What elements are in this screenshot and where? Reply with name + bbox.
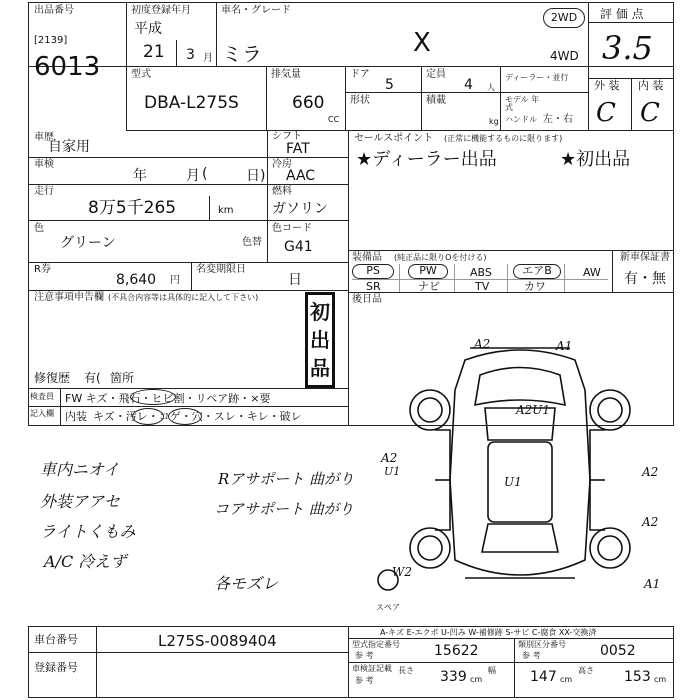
model-grade-label: 車名・グレード xyxy=(221,5,291,16)
equip-aw: AW xyxy=(583,266,601,279)
sales-note: (正常に機能するものに限ります) xyxy=(444,134,563,143)
inspection-day: 日) xyxy=(246,168,266,184)
use-value: 自家用 xyxy=(48,139,90,155)
use-label: 車歴 xyxy=(34,132,54,143)
damage-mark: A2 xyxy=(642,465,659,479)
warranty-label: 新車保証書 xyxy=(620,252,670,263)
damage-mark: A1 xyxy=(556,339,573,353)
model-code: DBA-L275S xyxy=(144,93,239,113)
damage-legend: A-キズ E-エクボ U-凹み W-補修跡 S-サビ C-腐食 XX-交換済 xyxy=(380,628,597,637)
equip-tv: TV xyxy=(475,280,490,293)
shift: FAT xyxy=(286,141,310,157)
length: 339 xyxy=(440,669,467,685)
color-label: 色 xyxy=(34,223,44,234)
remark: A/C 冷えず xyxy=(44,552,127,571)
remark: コアサポート 曲がり xyxy=(214,500,354,518)
recycle: 8,640 xyxy=(116,272,157,288)
damage-mark: A2 xyxy=(381,451,398,465)
remark: ライトくもみ xyxy=(40,522,136,541)
remark: 車内ニオイ xyxy=(40,460,120,479)
recycle-label: R券 xyxy=(34,264,51,275)
remark: 各モズレ xyxy=(214,574,279,593)
type-no-label: 型式指定番号 xyxy=(352,640,400,649)
color: グリーン xyxy=(60,235,116,251)
ac: AAC xyxy=(286,168,316,184)
equip-leather: カワ xyxy=(524,280,546,293)
displacement-label: 排気量 xyxy=(271,69,301,80)
fuel-label: 燃料 xyxy=(272,186,292,197)
inspector-label-2: 記入欄 xyxy=(30,409,54,418)
sales-point-1: ★ディーラー出品 xyxy=(356,149,497,170)
width-unit: cm xyxy=(560,675,573,684)
drive-4wd: 4WD xyxy=(550,49,579,63)
title-deadline-day: 日 xyxy=(288,272,302,288)
height: 153 xyxy=(624,669,651,685)
repair-value: 有( xyxy=(84,371,101,385)
exterior-label: 外 装 xyxy=(594,79,620,92)
inspection-label: 車検 xyxy=(34,159,54,170)
equipment-label: 装備品 xyxy=(352,252,382,263)
capacity: 4 xyxy=(464,77,473,93)
grade: X xyxy=(413,28,431,58)
exterior-check-line: FW キズ・飛石・ヒビ割・リペア跡・×要 xyxy=(65,392,271,405)
model-year-label: モデル 年式 xyxy=(505,95,540,112)
stamp-text: 初出品 xyxy=(310,300,330,380)
chassis-number: L275S-0089404 xyxy=(158,632,277,650)
interior-check-label: 内装 xyxy=(65,410,87,423)
interior-label: 内 装 xyxy=(638,79,664,92)
inspection-year: 年 xyxy=(133,168,147,184)
damage-mark: W2 xyxy=(392,565,412,579)
mileage-label: 走行 xyxy=(34,186,54,197)
interior-grade: C xyxy=(640,98,660,128)
capacity-unit: 人 xyxy=(487,83,495,92)
handle: 左・右 xyxy=(543,114,573,125)
inspector-label-1: 検査員 xyxy=(30,392,54,401)
damage-mark: A1 xyxy=(644,577,661,591)
remark: Rアサポート 曲がり xyxy=(218,470,355,488)
damage-mark: A2 xyxy=(474,337,491,351)
post-label: 後日品 xyxy=(352,294,382,305)
color-code-label: 色コード xyxy=(272,223,312,234)
damage-mark: A2U1 xyxy=(516,403,551,417)
type-label: 型式 xyxy=(131,69,151,80)
displacement: 660 xyxy=(292,93,325,113)
warranty: 有・無 xyxy=(624,271,666,287)
width-label: 幅 xyxy=(488,666,496,675)
equip-abs: ABS xyxy=(470,266,492,279)
sales-point-2: ★初出品 xyxy=(560,149,631,170)
length-unit: cm xyxy=(470,675,483,684)
equip-ps: PS xyxy=(352,264,394,279)
damage-mark: A2 xyxy=(642,515,659,529)
color-code: G41 xyxy=(284,239,313,255)
ac-label: 冷房 xyxy=(272,159,292,170)
equip-airbag: エアB xyxy=(513,264,561,279)
era: 平成 xyxy=(134,21,162,37)
drive-2wd-circle xyxy=(543,8,585,28)
cc-unit: CC xyxy=(328,115,340,124)
equip-sr: SR xyxy=(366,280,381,293)
class-no: 0052 xyxy=(600,643,636,659)
fuel: ガソリン xyxy=(272,201,328,217)
kg-unit: kg xyxy=(489,117,499,126)
spare-label: スペア xyxy=(376,603,400,612)
shape-label: 形状 xyxy=(350,95,370,106)
equipment-note: (純正品に限りOを付ける) xyxy=(394,253,487,262)
lot-sub: [2139] xyxy=(34,35,68,46)
title-deadline-label: 名変期限日 xyxy=(196,264,246,275)
drive-2wd: 2WD xyxy=(550,11,578,24)
dealer-label: ディーラー・並行 xyxy=(505,73,569,82)
class-no-ref: 参 考 xyxy=(522,651,541,660)
remark: 外装アアセ xyxy=(40,492,120,511)
doors: 5 xyxy=(385,77,394,93)
check-circle xyxy=(130,389,176,405)
repair-label: 修復歴 xyxy=(34,371,71,385)
shift-label: シフト xyxy=(272,131,302,142)
length-label: 長さ xyxy=(398,666,414,675)
height-label: 高さ xyxy=(578,666,594,675)
repair-unit: 箇所 xyxy=(110,371,135,385)
equip-navi: ナビ xyxy=(418,280,440,293)
lot-number: 6013 xyxy=(34,52,101,82)
load-label: 積載 xyxy=(426,95,446,106)
height-unit: cm xyxy=(654,675,667,684)
type-no: 15622 xyxy=(434,643,479,659)
reg-number-label: 登録番号 xyxy=(34,661,78,674)
width: 147 xyxy=(530,669,557,685)
handle-label: ハンドル xyxy=(505,115,537,124)
type-no-ref: 参 考 xyxy=(355,651,374,660)
check-circle xyxy=(168,408,202,425)
km-unit: km xyxy=(218,205,234,216)
yen-unit: 円 xyxy=(170,275,180,286)
damage-mark: U1 xyxy=(504,475,522,489)
interior-check-line: キズ・汚レ・コゲ・穴・スレ・キレ・破レ xyxy=(93,410,302,423)
vehicle-diagram xyxy=(370,330,670,610)
score-label: 評 価 点 xyxy=(600,7,644,21)
month-unit: 月 xyxy=(203,53,213,64)
exterior-grade: C xyxy=(596,98,616,128)
doors-label: ドア xyxy=(350,69,370,80)
equip-pw: PW xyxy=(408,264,448,279)
model-name: ミラ xyxy=(222,42,262,66)
color-change-label: 色替 xyxy=(242,237,262,248)
cert-label: 車検証記載 xyxy=(352,664,392,673)
sales-label: セールスポイント xyxy=(354,133,434,144)
class-no-label: 類別区分番号 xyxy=(518,640,566,649)
reg-month: 3 xyxy=(186,47,195,63)
capacity-label: 定員 xyxy=(426,69,446,80)
caution-note: (不具合内容等は具体的に記入して下さい) xyxy=(108,293,259,302)
reg-year: 21 xyxy=(143,42,165,62)
damage-mark: U1 xyxy=(384,465,401,478)
inspection-month: 月 xyxy=(186,168,200,184)
chassis-label: 車台番号 xyxy=(34,633,78,646)
mileage: 8万5千265 xyxy=(88,198,177,218)
caution-label: 注意事項申告欄 xyxy=(34,292,104,303)
lot-label: 出品番号 xyxy=(34,5,74,16)
cert-ref: 参 考 xyxy=(355,676,374,685)
check-circle xyxy=(132,408,164,425)
score: 3.5 xyxy=(602,29,653,67)
first-reg-label: 初度登録年月 xyxy=(131,5,191,16)
